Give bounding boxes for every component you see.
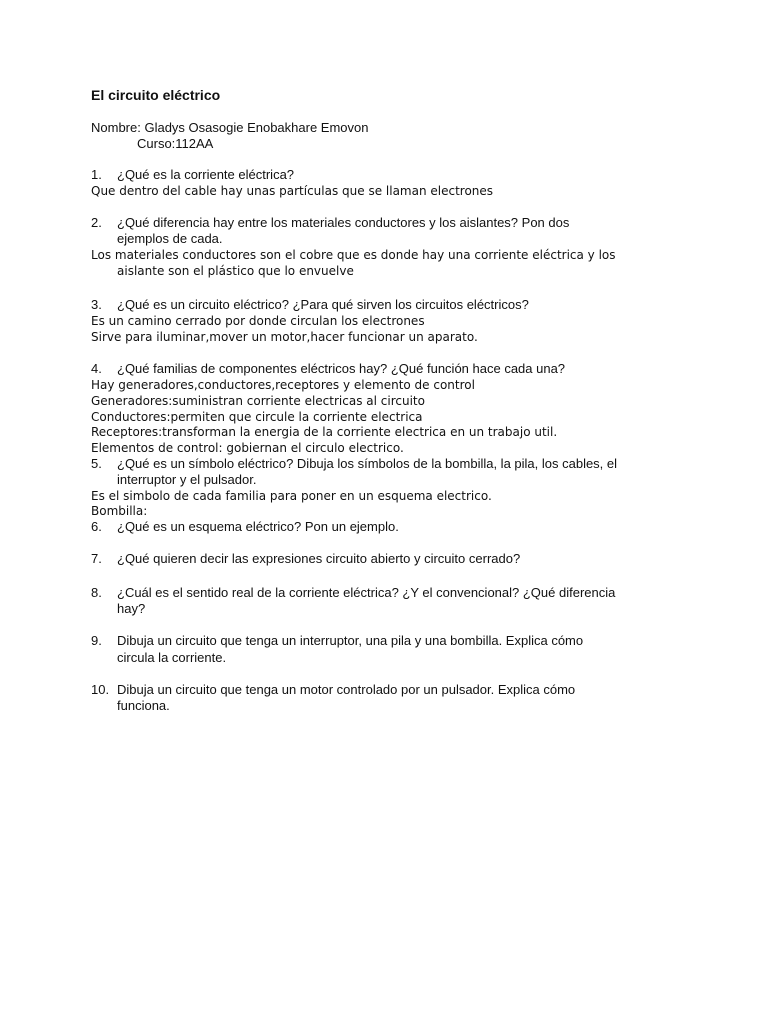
question-number: 5. [91, 456, 102, 471]
course-line: Curso:112AA [137, 136, 214, 151]
question-2-continuation: ejemplos de cada. [117, 231, 223, 246]
answer-5-line-1: Es el simbolo de cada familia para poner en un esquema electrico. [91, 489, 492, 503]
question-2 [91, 215, 569, 231]
question-number: 6. [91, 519, 102, 534]
question-5-continuation: interruptor y el pulsador. [117, 472, 257, 487]
question-text: ¿Qué es un esquema eléctrico? Pon un ejemplo. [117, 519, 399, 534]
answer-2-line-1: Los materiales conductores son el cobre que es donde hay una corriente eléctrica y los [91, 248, 616, 262]
document-title: El circuito eléctrico [91, 87, 221, 103]
answer-4-line-4: Receptores:transforman la energia de la corriente electrica en un trabajo util. [91, 425, 558, 439]
question-10-continuation: funciona. [117, 698, 170, 713]
question-text: ¿Qué es un circuito eléctrico? ¿Para qué sirven los circuitos eléctricos? [117, 297, 529, 312]
question-text: Dibuja un circuito que tenga un interruptor, una pila y una bombilla. Explica cómo [117, 633, 584, 648]
student-name-line: Nombre: Gladys Osasogie Enobakhare Emovon [91, 120, 369, 135]
question-text: ¿Qué es la corriente eléctrica? [117, 167, 295, 182]
question-8-continuation: hay? [117, 601, 146, 616]
question-number: 8. [91, 585, 102, 600]
question-text: Dibuja un circuito que tenga un motor controlado por un pulsador. Explica cómo [117, 682, 576, 697]
question-1 [91, 167, 294, 183]
answer-3-line-2: Sirve para iluminar,mover un motor,hacer funcionar un aparato. [91, 330, 478, 344]
answer-4-line-3: Conductores:permiten que circule la corriente electrica [91, 410, 423, 424]
question-7 [91, 551, 520, 567]
question-text: ¿Qué familias de componentes eléctricos hay? ¿Qué función hace cada una? [117, 361, 566, 376]
question-6 [91, 519, 399, 535]
question-text: ¿Cuál es el sentido real de la corriente eléctrica? ¿Y el convencional? ¿Qué diferencia [117, 585, 616, 600]
question-text: ¿Qué es un símbolo eléctrico? Dibuja los símbolos de la bombilla, la pila, los cables, el [117, 456, 618, 471]
question-number: 10. [91, 682, 110, 697]
answer-2-line-2: aislante son el plástico que lo envuelve [117, 264, 354, 278]
question-8 [91, 585, 615, 601]
answer-4-line-1: Hay generadores,conductores,receptores y elemento de control [91, 378, 475, 392]
answer-5-line-2: Bombilla: [91, 504, 148, 518]
question-5 [91, 456, 617, 472]
question-text: ¿Qué quieren decir las expresiones circuito abierto y circuito cerrado? [117, 551, 521, 566]
question-3 [91, 297, 529, 313]
question-number: 9. [91, 633, 102, 648]
answer-1: Que dentro del cable hay unas partículas que se llaman electrones [91, 184, 494, 198]
question-text: ¿Qué diferencia hay entre los materiales conductores y los aislantes? Pon dos [117, 215, 570, 230]
answer-3-line-1: Es un camino cerrado por donde circulan los electrones [91, 314, 425, 328]
question-number: 4. [91, 361, 102, 376]
question-number: 1. [91, 167, 102, 182]
question-number: 3. [91, 297, 102, 312]
question-4 [91, 361, 565, 377]
question-10 [91, 682, 575, 698]
question-9 [91, 633, 583, 649]
answer-4-line-2: Generadores:suministran corriente electricas al circuito [91, 394, 425, 408]
question-number: 7. [91, 551, 102, 566]
question-number: 2. [91, 215, 102, 230]
answer-4-line-5: Elementos de control: gobiernan el circulo electrico. [91, 441, 404, 455]
question-9-continuation: circula la corriente. [117, 650, 227, 665]
